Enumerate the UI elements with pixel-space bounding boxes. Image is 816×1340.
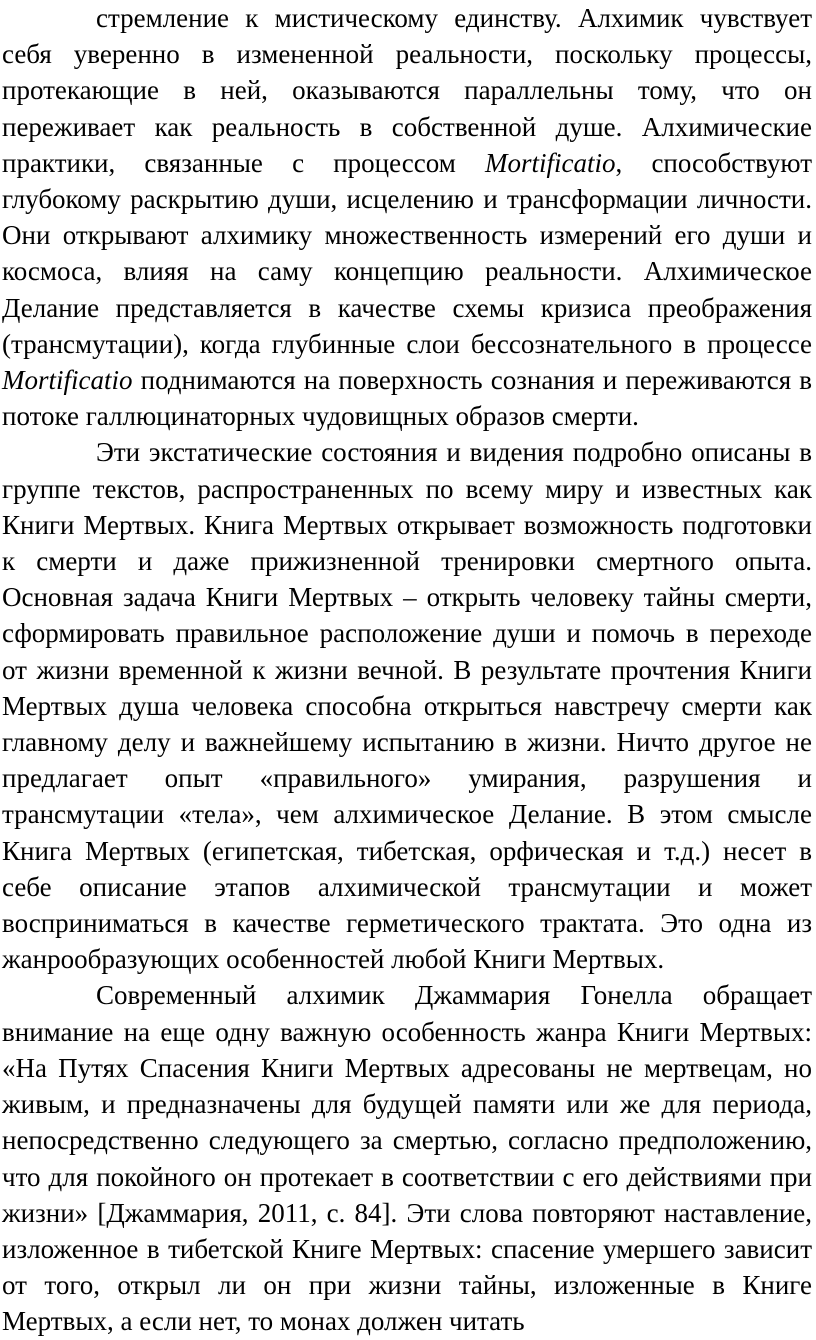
body-text xyxy=(2,0,812,1340)
paragraph-1-text-2: , способствуют глубокому раскрытию души, исцелению и трансформации личности. Они открывают алхимику множественность измерений его души и космоса, влияя на саму концепцию реальности. Алхимическое Делание представляется в качестве схемы кризиса преображения (трансмутации), когда глубинные слои бессознательного в процессе xyxy=(2,147,812,359)
paragraph-3-text: Современный алхимик Джаммария Гонелла обращает внимание на еще одну важную особенность жанра Книги Мертвых: «На Путях Спасения Книги Мертвых адресованы не мертвецам, но живым, и предназначены для будущей памяти или же для периода, непосредственно следующего за смертью, согласно предположению, что для покойного он протекает в соответствии с его действиями при жизни» [Джаммария, 2011, с. 84]. Эти слова повторяют наставление, изложенное в тибетской Книге Мертвых: спасение умершего зависит от того, открыл ли он при жизни тайны, изложенные в Книге Мертвых, а если нет, то монах должен читать xyxy=(2,980,812,1337)
paragraph-1-text-1: стремление к мистическому единству. Алхимик чувствует себя уверенно в измененной реальности, поскольку процессы, протекающие в ней, оказываются параллельны тому, что он переживает как реальность в собственной душе. Алхимические практики, связанные с процессом xyxy=(2,3,812,178)
paragraph-2-text: Эти экстатические состояния и видения подробно описаны в группе текстов, распространенных по всему миру и известных как Книги Мертвых. Книга Мертвых открывает возможность подготовки к смерти и даже прижизненной тренировки смертного опыта. Основная задача Книги Мертвых – открыть человеку тайны смерти, сформировать правильное расположение души и помочь в переходе от жизни временной к жизни вечной. В результате прочтения Книги Мертвых душа человека способна открыться навстречу смерти как главному делу и важнейшему испытанию в жизни. Ничто другое не предлагает опыт «правильного» умирания, разрушения и трансмутации «тела», чем алхимическое Делание. В этом смысле Книга Мертвых (египетская, тибетская, орфическая и т.д.) несет в себе описание этапов алхимической трансмутации и может восприниматься в качестве герметического трактата. Это одна из жанрообразующих особенностей любой Книги Мертвых. xyxy=(2,437,812,975)
paragraph-2 xyxy=(2,434,812,977)
paragraph-1 xyxy=(2,0,812,434)
paragraph-1-term-mortificatio-2: Mortificatio xyxy=(2,365,133,396)
paragraph-1-term-mortificatio-1: Mortificatio xyxy=(485,147,616,178)
paragraph-3 xyxy=(2,977,812,1339)
paragraph-1-text-3: поднимаются на поверхность сознания и переживаются в потоке галлюцинаторных чудовищных образов смерти. xyxy=(2,365,812,432)
